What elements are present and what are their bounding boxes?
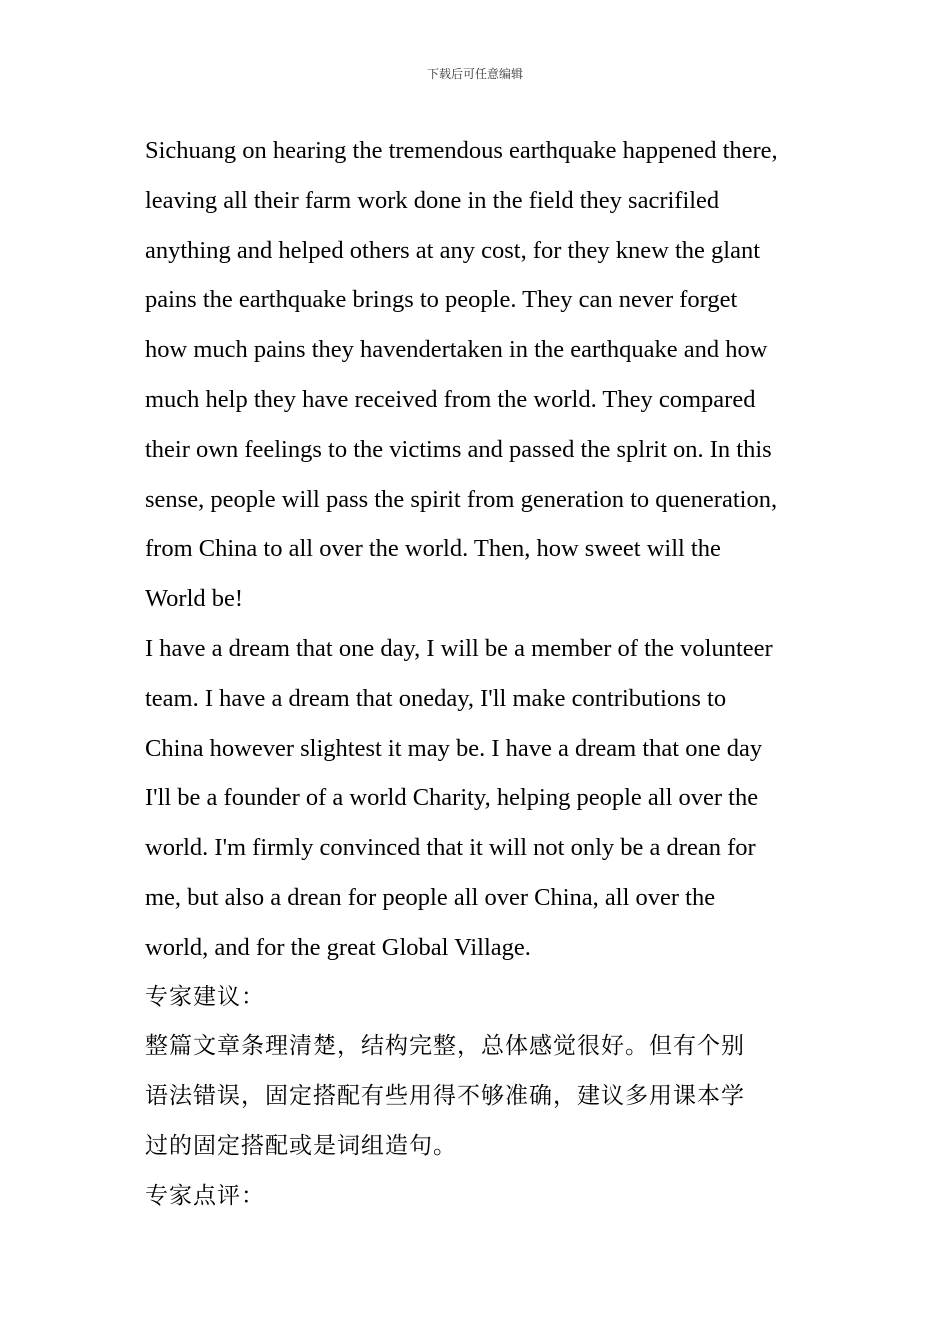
text-line: I'll be a founder of a world Charity, helping people all over the [145,784,759,812]
expert-review-heading: 专家点评： [145,1182,265,1209]
document-body [145,126,815,1222]
text-line: pains the earthquake brings to people. They can never forget [145,286,738,314]
text-line: Sichuang on hearing the tremendous earthquake happened there, [145,137,778,164]
expert-advice-line: 语法错误，固定搭配有些用得不够准确，建议多用课本学 [145,1083,745,1110]
text-line: anything and helped others at any cost, for they knew the glant [145,236,761,264]
expert-advice-heading: 专家建议： [145,983,265,1010]
text-line: I have a dream that one day, I will be a member of the volunteer [145,634,773,662]
text-line: much help they have received from the world. They compared [145,385,756,413]
text-line: how much pains they havendertaken in the earthquake and how [145,336,768,364]
expert-advice-line: 过的固定搭配或是词组造句。 [145,1132,457,1159]
text-line: team. I have a dream that oneday, I'll make contributions to [145,684,727,712]
text-line: World be! [145,585,244,613]
text-line: sense, people will pass the spirit from generation to queneration, [145,485,778,513]
header-note: 下载后可任意编辑 [426,67,523,81]
text-line: me, but also a drean for people all over China, all over the [145,883,716,911]
expert-advice-line: 整篇文章条理清楚，结构完整，总体感觉很好。但有个别 [145,1033,745,1060]
text-line: from China to all over the world. Then, how sweet will the [145,535,721,563]
text-line: their own feelings to the victims and passed the splrit on. In this [145,435,772,463]
text-line: leaving all their farm work done in the field they sacrifiled [145,186,720,214]
text-line: world, and for the great Global Village. [145,933,531,961]
text-line: China however slightest it may be. I have a dream that one day [145,734,763,762]
text-line: world. I'm firmly convinced that it will not only be a drean for [145,834,756,862]
